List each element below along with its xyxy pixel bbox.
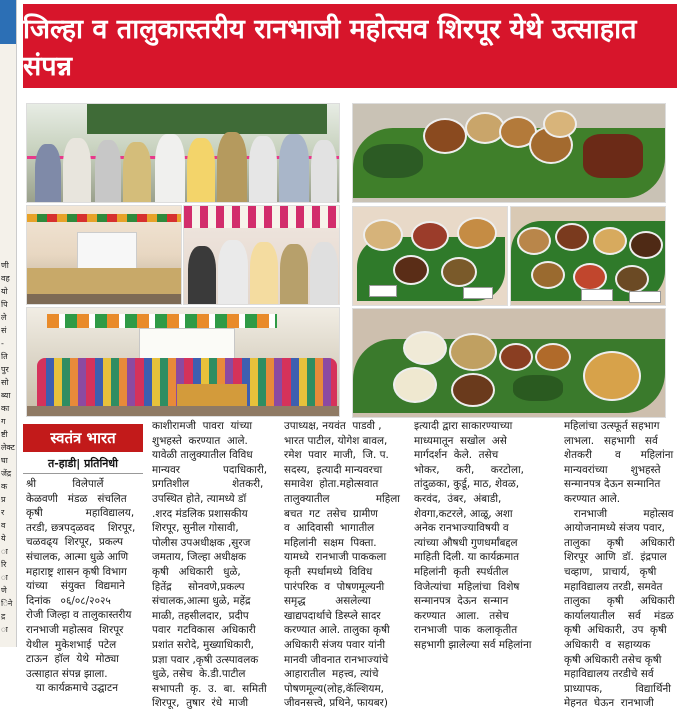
adjacent-fragment: का: [1, 404, 10, 413]
adjacent-fragment: ले: [1, 313, 7, 322]
article-column-4: इत्यादी द्वारा साकारण्याच्या माध्यमातून सखोल असे मार्गदर्शन केले. तसेच भोकर, करी, करटोला, तांदुळका, कुर्डू, माठ, शेवळ, करवंद, उंबर, अंबाडी, शेवगा,कटरले, आळू, अशा अनेक रानभाज्याविषयी व त्यांच्या औषधी गुणधर्मांबद्दल माहिती दिली. या कार्यक्रमात महिलांनी कृती स्पर्धतील विजेत्यांचा महिलांचा विशेष सन्मानपत्र देऊन सन्मान करण्यात आला. तसेच रानभाजी पाक कलाकृतीत सहभागी झालेल्या सर्व महिलांना: [414, 420, 532, 651]
adjacent-fragment: ग: [1, 417, 6, 426]
adjacent-fragment: ये: [1, 534, 6, 543]
adjacent-fragment: द्र: [1, 612, 6, 621]
article-column-6: महिलांचा उत्स्फूर्त सहभाग लाभला. सहभागी सर्व शेतकरी व महिलांना मान्यवरांच्या शुभहस्ते सन्मानपत्र देऊन सन्मानित करण्यात आले. रानभाजी महोत्सव आयोजनामध्ये संजय पवार, तालुका कृषी अधिकारी शिरपूर आणि डॉ. इंद्रपाल चव्हाण, प्राचार्य, कृषी महाविद्यालय तरडी, समवेत तालुका कृषी अधिकारी कार्यालयातील सर्व मंडळ कृषी अधिकारी, उप कृषी अधिकारी व सहाय्यक कृषी अधिकारी तसेच कृषी महाविद्यालय तरडीचे सर्व प्राध्यापक, विद्यार्थिनी मेहनत घेऊन रानभाजी: [564, 420, 675, 710]
adjacent-fragment: क: [1, 482, 8, 491]
article-column-3: उपाध्यक्ष, नयवंत पाडवी , भारत पाटील, योगेश बावल, रमेश पवार माजी, जि. प. सदस्य, इत्यादी मान्यवरचा समावेश होता.महोत्सवात तालुक्यातील महिला बचत गट तसेच ग्रामीण व आदिवासी भागातील महिलांनी सक्षम पिक्ता. यामध्ये रानभाजी पाककला कृती स्पर्धामध्ये विविध पारंपरिक व पोषणमूल्यनी समृद्ध असलेल्या खाद्यपदार्थाचे डिस्प्ले सादर करण्यात आले. तालुका कृषी अधिकारी संजय पवार यांनी मानवी जीवनात रानभाज्यांचे आहारातील महत्त्व, त्यांचे पोषणमूल्य(लोह,कॅल्शियम, जीवनसत्त्वे, प्रथिने, फायबर): [284, 420, 400, 710]
adjacent-fragment: ा: [1, 625, 8, 634]
photo-group-certificates: [26, 307, 340, 417]
adjacent-fragment: ा: [1, 547, 8, 556]
adjacent-blue-block: [0, 0, 16, 44]
adjacent-fragment: ब्या: [1, 391, 11, 400]
adjacent-fragment: व: [1, 521, 6, 530]
adjacent-fragment: यो: [1, 287, 8, 296]
adjacent-fragment: सो: [1, 378, 9, 387]
headline-banner: जिल्हा व तालुकास्तरीय रानभाजी महोत्सव शिरपूर येथे उत्साहात संपन्न: [23, 4, 677, 88]
adjacent-fragment: िने: [1, 599, 13, 608]
photo-dishes-banana-leaf: [352, 103, 666, 203]
adjacent-fragment: पि: [1, 300, 8, 309]
photo-dishes-plates-left: [352, 206, 508, 306]
newspaper-badge: स्वतंत्र भारत: [23, 424, 143, 452]
adjacent-fragment: णी: [1, 261, 9, 270]
adjacent-fragment: -: [1, 339, 4, 348]
adjacent-fragment: णे: [1, 586, 7, 595]
adjacent-column-strip: [0, 0, 17, 647]
photo-officials: [183, 205, 340, 305]
photo-dishes-display-bottom: [352, 308, 666, 418]
photo-inauguration: [26, 103, 340, 203]
adjacent-fragment: ष्टी: [1, 430, 8, 439]
byline: त-हाडी| प्रतिनिधी: [47, 457, 119, 470]
adjacent-fragment: वह: [1, 274, 10, 283]
byline-divider: [23, 473, 143, 474]
photo-dishes-plates-right: [510, 206, 666, 306]
adjacent-fragment: प्र: [1, 495, 6, 504]
adjacent-fragment: पुर: [1, 365, 9, 374]
adjacent-fragment: र: [1, 508, 5, 517]
adjacent-fragment: जेंद्र: [1, 469, 12, 478]
adjacent-fragment: ति: [1, 352, 8, 361]
adjacent-fragment: लेक्ट: [1, 443, 15, 452]
adjacent-fragment: घा: [1, 456, 8, 465]
adjacent-fragment: सं: [1, 326, 7, 335]
photo-hall-stage: [26, 205, 182, 305]
article-column-1: श्री विलेपार्ले केळवणी मंडळ संचलित कृषी महाविद्यालय, तरडी, छत्रपद्‌ळवद शिरपूर, चळवढ्‌य शिरपूर, प्रकल्प संचालक, आत्मा धुळे आणि महाराष्ट्र शासन कृषी विभाग यांच्या संयुक्त विद्यमाने दिनांक ०६/०८/२०२५ रोजी जिल्हा व तालुकास्तरीय रानभाजी महोत्सव शिरपूर येथील मुकेशभाई पटेल टाऊन हॉल येथे मोठ्या उत्साहात संपन्न झाला. या कार्यक्रमाचे उद्घाटन: [26, 478, 136, 695]
adjacent-fragment: ा: [1, 573, 8, 582]
adjacent-fragment: रि: [1, 560, 7, 569]
article-column-2: काशीरामजी पावरा यांच्या शुभहस्ते करण्यात आले. यावेळी तालुक्यातील विविध मान्यवर पदाधिकारी, प्रगतिशील शेतकरी, उपस्थित होते, त्यामध्ये डॉ .शरद मंडलिक प्रशासकीय शिरपूर, सुनील गोसावी, पोलीस उपअधीक्षक ,सुरज जमताय, जिल्हा अधीक्षक कृषी अधिकारी धुळे, हितेंद्र सोनवणे,प्रकल्प संचालक,आत्मा धुळे, महेंद्र माळी, तहसीलदार, प्रदीप पवार गटविकास अधिकारी प्रशांत सरोदे, मुख्याधिकारी, प्रज्ञा पवार ,कृषी उत्स्पावलक धुळे, तसेच के.डी.पाटील सभापती कृ. उ. बा. समिती शिरपूर, तुषार रंधे माजी: [152, 420, 268, 710]
